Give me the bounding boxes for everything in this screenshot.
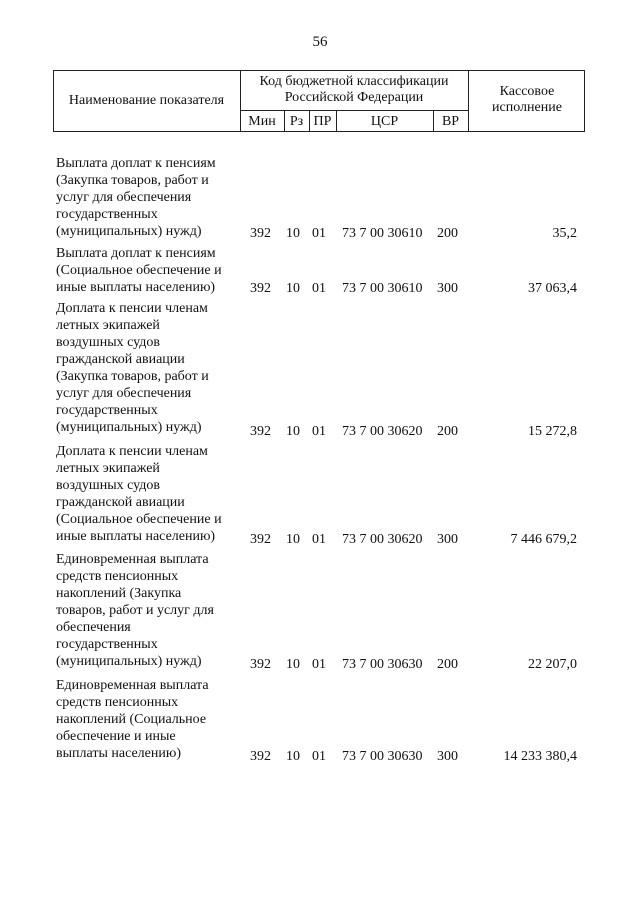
row-csr: 73 7 00 30610 (342, 281, 423, 296)
row-csr: 73 7 00 30620 (342, 424, 423, 439)
table-row (53, 155, 585, 242)
row-csr: 73 7 00 30630 (342, 657, 423, 672)
row-min: 392 (250, 657, 271, 672)
row-csr: 73 7 00 30620 (342, 532, 423, 547)
row-vr: 200 (437, 226, 458, 241)
header-border-bottom (53, 131, 585, 132)
header-name-label: Наименование показателя (68, 93, 225, 108)
row-min: 392 (250, 424, 271, 439)
row-rz: 10 (286, 424, 300, 439)
row-vr: 300 (437, 281, 458, 296)
header-border-top (53, 70, 585, 71)
row-csr: 73 7 00 30610 (342, 226, 423, 241)
row-vr: 200 (437, 657, 458, 672)
row-name: Доплата к пенсии членам летных экипажей воздушных судов гражданской авиации (Закупка товаров, работ и услуг для обеспечения государственных (муниципальных) нужд) (56, 301, 209, 435)
row-vr: 300 (437, 532, 458, 547)
table-row (53, 443, 585, 548)
row-pr: 01 (312, 532, 326, 547)
row-amount: 15 272,8 (528, 424, 577, 439)
table-row (53, 677, 585, 765)
row-rz: 10 (286, 226, 300, 241)
row-amount: 35,2 (552, 226, 577, 241)
row-pr: 01 (312, 226, 326, 241)
row-name: Выплата доплат к пенсиям (Социальное обеспечение и иные выплаты населению) (56, 246, 222, 295)
row-rz: 10 (286, 281, 300, 296)
header-divider-amount (468, 70, 469, 132)
row-pr: 01 (312, 657, 326, 672)
header-border-right (584, 70, 585, 132)
row-rz: 10 (286, 532, 300, 547)
row-pr: 01 (312, 749, 326, 764)
row-vr: 200 (437, 424, 458, 439)
row-min: 392 (250, 281, 271, 296)
header-pr-label: ПР (313, 114, 332, 129)
row-min: 392 (250, 749, 271, 764)
row-amount: 37 063,4 (528, 281, 577, 296)
header-amount-label: Кассовое исполнение (492, 84, 562, 115)
table-row (53, 551, 585, 673)
row-name: Единовременная выплата средств пенсионных накоплений (Закупка товаров, работ и услуг для обеспечения государственных (муниципальных) нужд) (56, 552, 214, 669)
table-row (53, 245, 585, 297)
row-vr: 300 (437, 749, 458, 764)
row-csr: 73 7 00 30630 (342, 749, 423, 764)
row-name: Единовременная выплата средств пенсионных накоплений (Социальное обеспечение и иные выплаты населению) (56, 678, 209, 761)
header-code-group-label: Код бюджетной классификации Российской Федерации (259, 74, 449, 105)
row-min: 392 (250, 532, 271, 547)
table-row (53, 300, 585, 440)
row-amount: 7 446 679,2 (510, 532, 577, 547)
row-min: 392 (250, 226, 271, 241)
row-rz: 10 (286, 749, 300, 764)
row-name: Выплата доплат к пенсиям (Закупка товаров, работ и услуг для обеспечения государственных (муниципальных) нужд) (56, 156, 216, 239)
header-vr-label: ВР (441, 114, 460, 129)
row-name: Доплата к пенсии членам летных экипажей воздушных судов гражданской авиации (Социальное обеспечение и иные выплаты населению) (56, 444, 222, 544)
row-pr: 01 (312, 424, 326, 439)
header-min-label: Мин (248, 114, 276, 129)
row-amount: 14 233 380,4 (503, 749, 577, 764)
page-number: 56 (312, 34, 328, 50)
table-header (53, 70, 585, 132)
row-pr: 01 (312, 281, 326, 296)
row-rz: 10 (286, 657, 300, 672)
header-rz-label: Рз (289, 114, 304, 129)
header-csr-label: ЦСР (370, 114, 399, 129)
row-amount: 22 207,0 (528, 657, 577, 672)
